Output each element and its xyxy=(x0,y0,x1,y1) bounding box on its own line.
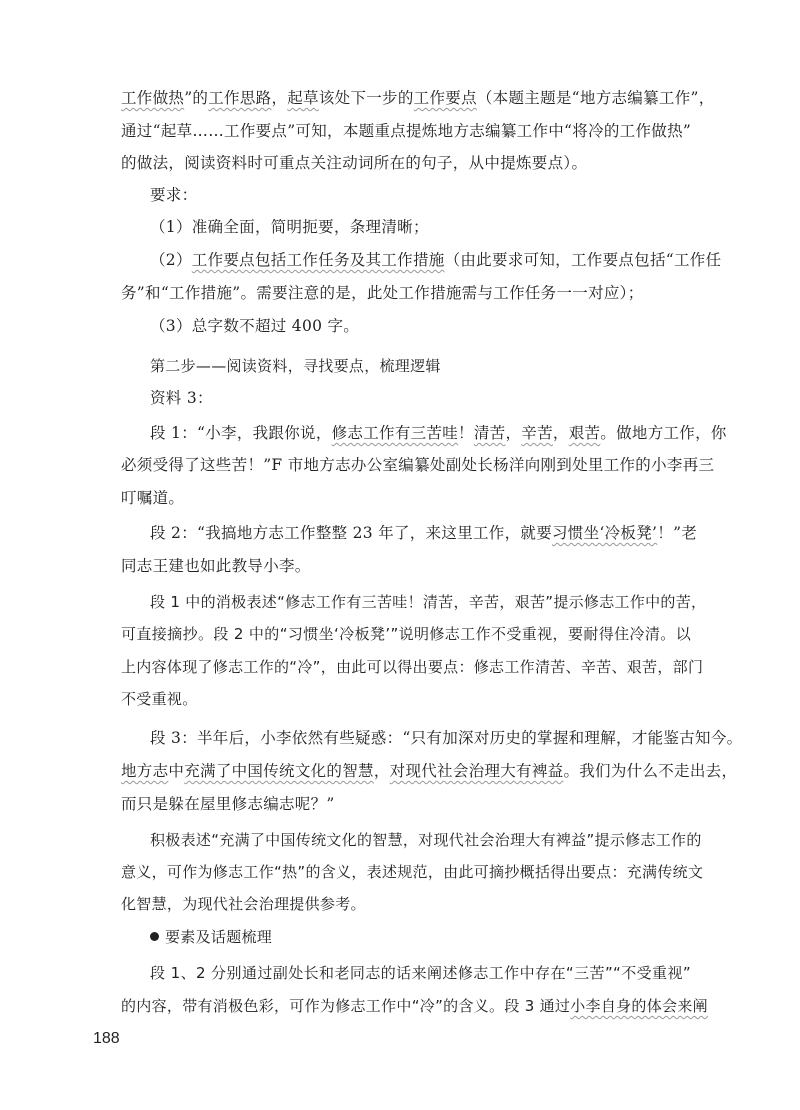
text-line xyxy=(150,355,691,377)
text-segment: （本题主题是“地方志编纂工作”， xyxy=(476,89,715,107)
underlined-phrase: 工作做热 xyxy=(121,89,185,107)
underlined-phrase: 起草 xyxy=(287,89,319,107)
text-line xyxy=(150,249,722,271)
text-segment: （1）准确全面，简明扼要，条理清晰； xyxy=(150,218,429,236)
text-line xyxy=(150,962,691,984)
text-segment: 要求： xyxy=(150,186,198,204)
text-segment: 段 3：半年后，小李依然有些疑惑：“只有加深对历史的掌握和理解，才能鉴古知今。 xyxy=(150,729,743,747)
text-line xyxy=(121,760,738,782)
text-segment: 积极表述“充满了中国传统文化的智慧，对现代社会治理大有裨益”提示修志工作的 xyxy=(150,831,702,849)
text-line xyxy=(121,152,691,174)
text-line xyxy=(150,216,691,238)
bullet-icon xyxy=(150,932,159,941)
text-segment: ！”老 xyxy=(657,524,698,542)
underlined-phrase: 修志工作有三苦哇 xyxy=(331,424,459,442)
text-line xyxy=(121,87,715,109)
text-segment: ”的 xyxy=(184,89,209,107)
underlined-phrase: 清苦 xyxy=(473,424,506,442)
text-segment: 中 xyxy=(168,762,185,780)
underlined-phrase: 对现代社会治理大有裨益 xyxy=(389,762,564,780)
text-segment: 段 1 中的消极表述“修志工作有三苦哇！清苦，辛苦，艰苦”提示修志工作中的苦， xyxy=(150,593,707,611)
text-line xyxy=(121,487,691,509)
text-line xyxy=(121,120,691,142)
text-segment: 务”和“工作措施”。需要注意的是，此处工作措施需与工作任务一一对应）； xyxy=(121,284,644,302)
text-line xyxy=(121,861,704,883)
text-segment: （由此要求可知，工作要点包括“工作任 xyxy=(444,251,722,269)
text-segment: （2） xyxy=(150,251,192,269)
page-number: 188 xyxy=(93,1030,120,1047)
underlined-phrase: 辛苦 xyxy=(521,424,553,442)
text-line xyxy=(121,893,691,915)
text-segment: 通过“起草……工作要点”可知，本题重点提炼地方志编纂工作中“将冷的工作做热” xyxy=(121,122,692,140)
text-line xyxy=(150,727,743,749)
text-line xyxy=(150,591,707,613)
text-line xyxy=(150,315,691,337)
underlined-phrase: 充满了中国传统文化的智慧 xyxy=(184,762,374,780)
underlined-phrase: 小李自身的体会来阐 xyxy=(570,997,708,1015)
text-segment: 段 2：“我搞地方志工作整整 23 年了，来这里工作，就要 xyxy=(150,524,552,542)
text-segment: 上内容体现了修志工作的“冷”，由此可以得出要点：修志工作清苦、辛苦、艰苦，部门 xyxy=(121,658,704,676)
text-segment: 要素及话题梳理 xyxy=(165,928,273,946)
text-segment: 段 1、2 分别通过副处长和老同志的话来阐述修志工作中存在“三苦”“不受重视” xyxy=(150,964,691,982)
text-segment: 资料 3： xyxy=(150,389,213,407)
text-segment: 必须受得了这些苦！”F 市地方志办公室编纂处副处长杨洋向刚到处里工作的小李再三 xyxy=(121,456,715,474)
text-line xyxy=(150,387,691,409)
text-segment: 该处下一步的 xyxy=(318,89,414,107)
text-line xyxy=(121,282,691,304)
text-segment: 意义，可作为修志工作“热”的含义，表述规范，由此可摘抄概括得出要点：充满传统文 xyxy=(121,863,704,881)
text-segment: 化智慧，为现代社会治理提供参考。 xyxy=(121,895,366,913)
text-segment: 不受重视。 xyxy=(121,690,198,708)
text-segment: 而只是躲在屋里修志编志呢？” xyxy=(121,795,335,813)
text-segment: ！ xyxy=(458,424,474,442)
text-segment: 叮嘱道。 xyxy=(121,489,185,507)
underlined-phrase: 艰苦 xyxy=(568,424,601,442)
text-segment: 第二步——阅读资料，寻找要点，梳理逻辑 xyxy=(150,357,441,375)
text-segment: ， xyxy=(505,424,522,442)
text-line xyxy=(121,688,691,710)
text-segment: ， xyxy=(271,89,288,107)
underlined-phrase: 工作要点 xyxy=(413,89,477,107)
text-segment: 的内容，带有消极色彩，可作为修志工作中“冷”的含义。段 3 通过 xyxy=(121,997,571,1015)
underlined-phrase: 习惯坐‘冷板凳’ xyxy=(552,524,658,542)
text-line xyxy=(121,793,691,815)
text-line xyxy=(121,623,691,645)
underlined-phrase: 地方志 xyxy=(121,762,169,780)
underlined-phrase: 工作要点包括工作任务及其工作措施 xyxy=(191,251,445,269)
text-segment: 。我们为什么不走出去， xyxy=(563,762,738,780)
text-segment: 。做地方工作，你 xyxy=(600,424,727,442)
text-line xyxy=(150,926,691,948)
text-line xyxy=(150,422,727,444)
text-line xyxy=(121,995,708,1017)
text-segment: ， xyxy=(373,762,390,780)
text-line xyxy=(121,555,691,577)
text-segment: （3）总字数不超过 400 字。 xyxy=(150,317,360,335)
text-line xyxy=(121,656,704,678)
text-line xyxy=(150,522,698,544)
text-line xyxy=(150,184,691,206)
text-segment: 段 1：“小李，我跟你说， xyxy=(150,424,332,442)
text-segment: 可直接摘抄。段 2 中的“习惯坐‘冷板凳’”说明修志工作不受重视，要耐得住冷清。以 xyxy=(121,625,691,643)
text-line xyxy=(121,454,715,476)
text-line xyxy=(150,829,702,851)
text-segment: 同志王建也如此教导小李。 xyxy=(121,557,311,575)
text-segment: 的做法，阅读资料时可重点关注动词所在的句子，从中提炼要点）。 xyxy=(121,154,588,172)
text-segment: ， xyxy=(552,424,569,442)
underlined-phrase: 工作思路 xyxy=(208,89,272,107)
